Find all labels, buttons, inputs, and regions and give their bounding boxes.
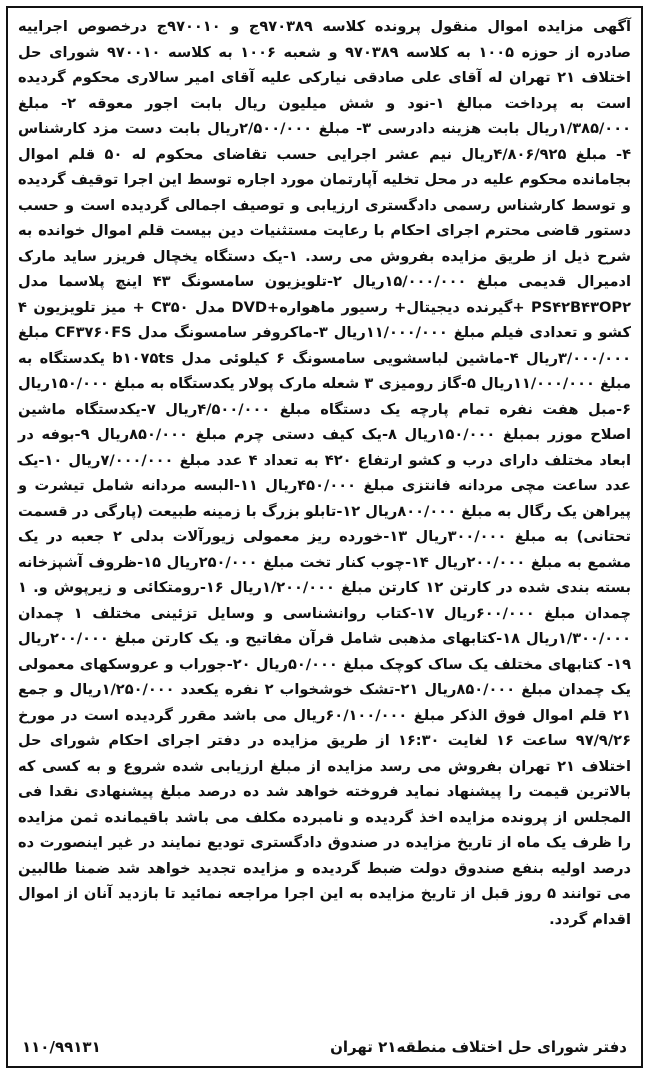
notice-footer <box>22 1034 627 1060</box>
notice-body-text: آگهی مزایده اموال منقول پرونده کلاسه ۹۷۰۳۸۹ج و ۹۷۰۰۱۰ج درخصوص اجراییه صادره از حوزه ۱۰۰۵ به کلاسه ۹۷۰۳۸۹ و شعبه ۱۰۰۶ به کلاسه ۹۷۰۰۱۰ شورای حل اختلاف ۲۱ تهران له آقای علی صادقی نیارکی علیه آقای امیر سالاری محکوم گردیده است به پرداخت مبالغ ۱-نود و شش میلیون ریال بابت اجور معوقه ۲- مبلغ ۱/۳۸۵/۰۰۰ریال بابت هزینه دادرسی ۳- مبلغ ۲/۵۰۰/۰۰۰ریال بابت دست مزد کارشناس ۴- مبلغ ۴/۸۰۶/۹۲۵ریال نیم عشر اجرایی حسب تقاضای محکوم له ۵۰ قلم اموال بجامانده محکوم علیه در محل تخلیه آپارتمان مورد اجاره توسط این اجرا توقیف گردیده و توسط کارشناس رسمی دادگستری ارزیابی و توصیف اجمالی گردیده است و حسب دستور قاضی محترم اجرای احکام با رعایت مستثنیات دین بیست قلم اموال خوانده به شرح ذیل از طریق مزایده بفروش می رسد. ۱-یک دستگاه یخچال فریزر ساید مارک ادمیرال قدیمی مبلغ ۱۵/۰۰۰/۰۰۰ریال ۲-تلویزیون سامسونگ ۴۳ اینچ پلاسما مدل PS۴۲B۴۳OP۲ +گیرنده دیجیتال+ رسیور ماهواره+DVD مدل C۳۵۰ + میز تلویزیون ۴ کشو و تعدادی فیلم مبلغ ۱۱/۰۰۰/۰۰۰ریال ۳-ماکروفر سامسونگ مدل CF۳۷۶۰FS مبلغ ۳/۰۰۰/۰۰۰ریال ۴-ماشین لباسشویی سامسونگ ۶ کیلوئی مدل b۱۰۷۵ts یکدستگاه به مبلغ ۱۱/۰۰۰/۰۰۰ریال ۵-گاز رومیزی ۳ شعله مارک پولار یکدستگاه به مبلغ ۱۵۰/۰۰۰ریال ۶-مبل هفت نفره تمام پارچه یک دستگاه مبلغ ۴/۵۰۰/۰۰۰ریال ۷-یکدستگاه ماشین اصلاح موزر بمبلغ ۱۵۰/۰۰۰ریال ۸-یک کیف دستی چرم مبلغ ۸۵۰/۰۰۰ریال ۹-بوفه در ابعاد مختلف دارای درب و کشو ارتفاع ۴۲۰ به تعداد ۴ عدد مبلغ ۷/۰۰۰/۰۰۰ریال ۱۰-یک عدد ساعت مچی مردانه فانتزی مبلغ ۴۵۰/۰۰۰ریال ۱۱-البسه مردانه شامل تیشرت و پیراهن یک رگال به مبلغ ۸۰۰/۰۰۰ریال ۱۲-تابلو بزرگ با زمینه طبیعت (پارگی در قسمت تحتانی) به مبلغ ۳۰۰/۰۰۰ریال ۱۳-خورده ریز معمولی زیورآلات بدلی ۲ جعبه در یک مشمع به مبلغ ۲۰۰/۰۰۰ریال ۱۴-چوب کنار تخت مبلغ ۲۵۰/۰۰۰ریال ۱۵-ظروف آشپزخانه بسته بندی شده در کارتن ۱۲ کارتن مبلغ ۱/۲۰۰/۰۰۰ریال ۱۶-رومتکائی و زیرپوش و. ۱ چمدان مبلغ ۶۰۰/۰۰۰ریال ۱۷-کتاب روانشناسی و وسایل تزئینی مختلف ۱ چمدان ۱/۳۰۰/۰۰۰ریال ۱۸-کتابهای مذهبی شامل قرآن مفاتیح و. یک کارتن مبلغ ۲۰۰/۰۰۰ریال ۱۹- کتابهای مختلف یک ساک کوچک مبلغ ۵۰/۰۰۰ریال ۲۰-جوراب و عروسکهای معمولی یک چمدان مبلغ ۸۵۰/۰۰۰ریال ۲۱-تشک خوشخواب ۲ نفره یکعدد ۱/۲۵۰/۰۰۰ریال و جمع ۲۱ قلم اموال فوق الذکر مبلغ ۶۰/۱۰۰/۰۰۰ریال می باشد مقرر گردیده است در مورخ ۹۷/۹/۲۶ ساعت ۱۶ لغایت ۱۶:۳۰ از طریق مزایده در دفتر اجرای احکام شورای حل اختلاف ۲۱ تهران بفروش می رسد مزایده از مبلغ ارزیابی شده شروع و به کسی که بالاترین قیمت را پیشنهاد نماید فروخته خواهد شد ده درصد مبلغ پیشنهادی نقدا فی المجلس از پرونده مزایده اخذ گردیده و نامبرده مکلف می باشد باقیمانده ثمن مزایده را ظرف یک ماه از تاریخ مزایده در صندوق دادگستری تودیع نمایند در غیر اینصورت ده درصد اولیه بنفع صندوق دولت ضبط گردیده و مزایده تجدید خواهد شد ضمنا طالبین می توانند ۵ روز قبل از تاریخ مزایده به این اجرا مراجعه نمائید تا بازدید آنان از اموال اقدام گردد. <box>18 18 632 928</box>
auction-notice <box>6 6 643 1068</box>
reference-number: ۱۱۰/۹۹۱۳۱ <box>22 1038 101 1056</box>
issuer-signature: دفتر شورای حل اختلاف منطقه۲۱ تهران <box>330 1038 627 1056</box>
